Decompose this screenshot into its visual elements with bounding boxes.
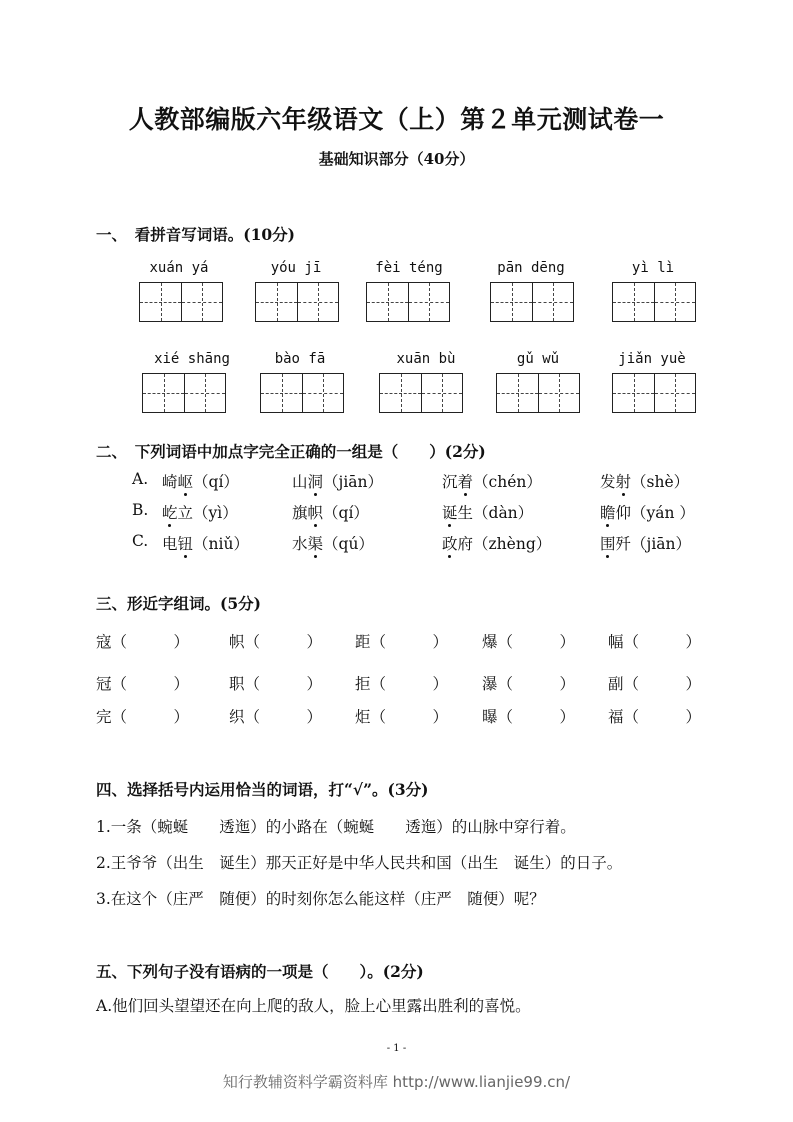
section-3-heading: 三、形近字组词。(5分)	[96, 594, 261, 613]
word-blank[interactable]: 寇（ ）	[96, 633, 190, 651]
writing-grid[interactable]	[490, 282, 574, 322]
writing-grid[interactable]	[255, 282, 339, 322]
option-item: 政府（zhèng）	[442, 532, 551, 554]
option-item: 诞生（dàn）	[442, 501, 533, 523]
word-blank[interactable]: 瀑（ ）	[482, 675, 576, 693]
pinyin-label: fèi téng	[375, 260, 443, 276]
section-1-heading: 一、 看拼音写词语。(10分)	[96, 225, 295, 244]
page-number: - 1 -	[386, 1043, 407, 1054]
word-blank[interactable]: 距（ ）	[355, 633, 449, 651]
option-item: 水渠（qú）	[292, 532, 374, 554]
pinyin-label: jiǎn yuè	[618, 351, 686, 367]
watermark: 知行教辅资料学霸资料库 http://www.lianjie99.cn/	[222, 1073, 571, 1091]
option-label: C.	[132, 532, 149, 550]
word-blank[interactable]: 福（ ）	[608, 708, 702, 726]
word-blank[interactable]: 炬（ ）	[355, 708, 449, 726]
section-5-heading: 五、下列句子没有语病的一项是（ ）。(2分)	[96, 962, 424, 981]
pinyin-label: xuān bù	[396, 351, 456, 367]
option-item: 围歼（jiān）	[600, 532, 691, 554]
writing-grid[interactable]	[366, 282, 450, 322]
option-item: 电钮（niǔ）	[162, 532, 249, 554]
writing-grid[interactable]	[260, 373, 344, 413]
pinyin-label: yóu jī	[270, 260, 322, 276]
word-blank[interactable]: 帜（ ）	[229, 633, 323, 651]
question-line: 1.一条（蜿蜒 透迤）的小路在（蜿蜒 透迤）的山脉中穿行着。	[96, 818, 576, 836]
pinyin-label: yì lì	[631, 260, 675, 276]
page-subtitle: 基础知识部分（40分）	[318, 150, 475, 168]
writing-grid[interactable]	[496, 373, 580, 413]
pinyin-label: gǔ wǔ	[516, 351, 560, 367]
option-item: 瞻仰（yán ）	[600, 501, 695, 523]
writing-grid[interactable]	[379, 373, 463, 413]
option-label: B.	[132, 501, 149, 519]
word-blank[interactable]: 曝（ ）	[482, 708, 576, 726]
word-blank[interactable]: 拒（ ）	[355, 675, 449, 693]
word-blank[interactable]: 冠（ ）	[96, 675, 190, 693]
word-blank[interactable]: 职（ ）	[229, 675, 323, 693]
word-blank[interactable]: 织（ ）	[229, 708, 323, 726]
pinyin-label: pān dēng	[497, 260, 565, 276]
option-item: 崎岖（qí）	[162, 470, 239, 492]
option-label: A.	[132, 470, 149, 488]
section-4-heading: 四、选择括号内运用恰当的词语，打“√”。(3分)	[96, 780, 429, 799]
option-item: 旗帜（qí）	[292, 501, 369, 523]
option-item: 屹立（yì）	[162, 501, 238, 523]
writing-grid[interactable]	[142, 373, 226, 413]
page-title: 人教部编版六年级语文（上）第２单元测试卷一	[128, 105, 665, 134]
writing-grid[interactable]	[612, 282, 696, 322]
pinyin-label: bào fā	[274, 351, 326, 367]
question-line: A.他们回头望望还在向上爬的敌人，脸上心里露出胜利的喜悦。	[96, 997, 531, 1015]
option-item: 山洞（jiān）	[292, 470, 383, 492]
word-blank[interactable]: 幅（ ）	[608, 633, 702, 651]
option-item: 沉着（chén）	[442, 470, 542, 492]
pinyin-label: xié shāng	[154, 351, 230, 367]
word-blank[interactable]: 副（ ）	[608, 675, 702, 693]
writing-grid[interactable]	[612, 373, 696, 413]
pinyin-label: xuán yá	[149, 260, 209, 276]
question-line: 3.在这个（庄严 随便）的时刻你怎么能这样（庄严 随便）呢？	[96, 890, 545, 908]
word-blank[interactable]: 完（ ）	[96, 708, 190, 726]
word-blank[interactable]: 爆（ ）	[482, 633, 576, 651]
writing-grid[interactable]	[139, 282, 223, 322]
section-2-heading: 二、 下列词语中加点字完全正确的一组是（ ）(2分)	[96, 442, 486, 461]
question-line: 2.王爷爷（出生 诞生）那天正好是中华人民共和国（出生 诞生）的日子。	[96, 854, 623, 872]
option-item: 发射（shè）	[600, 470, 689, 492]
